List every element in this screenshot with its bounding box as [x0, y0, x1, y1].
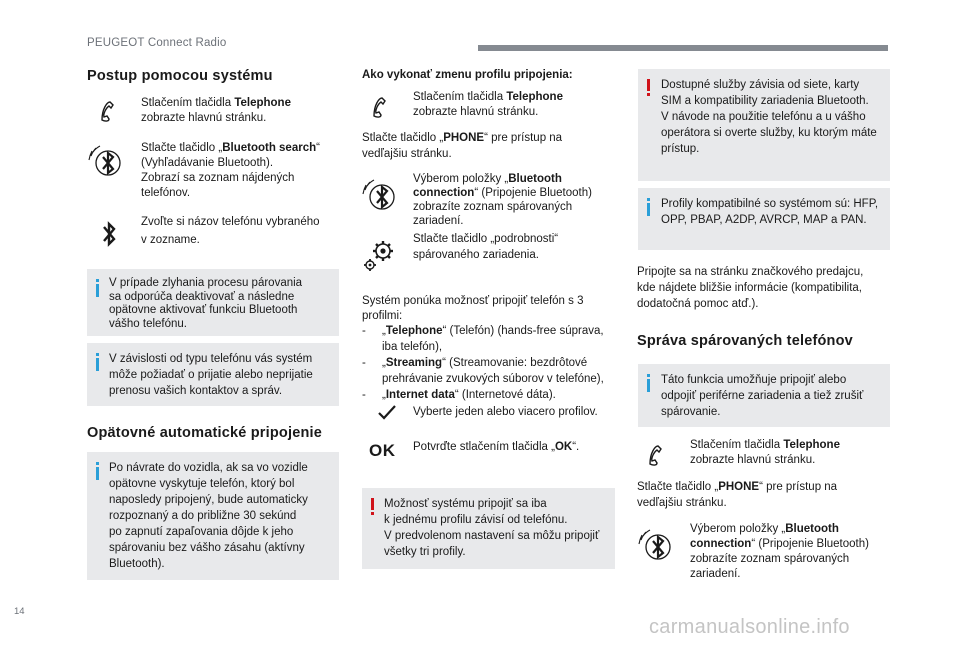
list-item: - „Internet data“ (Internetové dáta). [362, 389, 556, 401]
list-item: - „Streaming“ (Streamovanie: bezdrôtové [362, 357, 588, 369]
bluetooth-search-icon [638, 526, 678, 566]
info-box-profiles: Profily kompatibilné so systémom sú: HFP, OPP, PBAP, A2DP, AVRCP, MAP a PAN. [638, 188, 890, 250]
heading-postup: Postup pomocou systému [87, 68, 273, 84]
col1-step1: Stlačením tlačidla Telephone zobrazte hlavnú stránku. [141, 97, 291, 124]
watermark: carmanualsonline.info [649, 616, 850, 638]
info-box-contacts: V závislosti od typu telefónu vás systém môže požiadať o prijatie alebo neprijatie prenosu vašich kontaktov a správ. [87, 343, 339, 406]
warning-box-services: Dostupné služby závisia od siete, karty SIM a kompatibility zariadenia Bluetooth. V návode na použitie telefónu a u vášho operátora si overte služby, ku ktorým máte prístup. [638, 69, 890, 181]
phone-icon [645, 440, 675, 470]
col1-step3: Zvoľte si názov telefónu vybraného v zozname. [141, 216, 320, 246]
info-box-reconnect: Po návrate do vozidla, ak sa vo vozidle opätovne vyskytuje telefón, ktorý bol naposledy pripojený, bude automaticky rozpoznaný a do približne 30 sekúnd po zapnutí zapaľovania dôjde k jeho spárovaniu bez vášho zásahu (aktívny Bluetooth). [87, 452, 339, 580]
col2-step2: Výberom položky „Bluetooth connection“ (Pripojenie Bluetooth) zobrazíte zoznam spárovaných zariadení. [413, 173, 592, 227]
profile-list: - „Telephone“ (Telefón) (hands-free súprava, iba telefón), - „Streaming“ (Streamovanie: bezdrôtové prehrávanie zvukových súborov v telefóne), - „Internet data“ (Internetové dáta). [362, 325, 604, 401]
page-number: 14 [14, 606, 25, 617]
ok-icon: OK [369, 441, 396, 460]
col2-para1: Stlačte tlačidlo „PHONE“ pre prístup na vedľajšiu stránku. [362, 132, 563, 160]
info-box-manage: Táto funkcia umožňuje pripojiť alebo odpojiť periférne zariadenia a tiež zrušiť spárovanie. [638, 364, 890, 427]
settings-gear-icon [361, 234, 401, 274]
col3-para1: Pripojte sa na stránku značkového predajcu, kde nájdete bližšie informácie (kompatibilita, dodatočná pomoc atď.). [637, 266, 864, 310]
col3-step1: Stlačením tlačidla Telephone zobrazte hlavnú stránku. [690, 439, 840, 466]
phone-icon [369, 92, 399, 122]
col3-step2: Výberom položky „Bluetooth connection“ (Pripojenie Bluetooth) zobrazíte zoznam spárovaných zariadení. [690, 523, 869, 580]
subheading-profile: Ako vykonať zmenu profilu pripojenia: [362, 69, 573, 81]
header-bar [478, 45, 888, 51]
bluetooth-search-icon [88, 142, 128, 182]
bluetooth-icon [94, 217, 124, 251]
heading-manage: Správa spárovaných telefónov [637, 333, 853, 349]
col2-step4: Vyberte jeden alebo viacero profilov. [413, 406, 598, 418]
col2-para2: Systém ponúka možnosť pripojiť telefón s 3 profilmi: [362, 295, 584, 322]
list-item: - „Telephone“ (Telefón) (hands-free súprava, [362, 325, 604, 337]
col2-step1: Stlačením tlačidla Telephone zobrazte hlavnú stránku. [413, 91, 563, 118]
col1-step2: Stlačte tlačidlo „Bluetooth search“ (Vyhľadávanie Bluetooth). Zobrazí sa zoznam nájdených telefónov. [141, 142, 320, 199]
info-box-pairing: V prípade zlyhania procesu párovania sa odporúča deaktivovať a následne opätovne aktivovať funkciu Bluetooth vášho telefónu. [87, 269, 339, 336]
header-title: PEUGEOT Connect Radio [87, 37, 227, 49]
warning-box-profiles: Možnosť systému pripojiť sa iba k jednému profilu závisí od telefónu. V predvolenom nastavení sa môžu pripojiť všetky tri profily. [362, 488, 615, 569]
checkmark-icon [372, 398, 402, 428]
bluetooth-search-icon [362, 176, 402, 216]
phone-icon [97, 96, 127, 126]
col3-para2: Stlačte tlačidlo „PHONE“ pre prístup na vedľajšiu stránku. [637, 481, 838, 509]
col2-step3: Stlačte tlačidlo „podrobnosti“ spárovaného zariadenia. [413, 233, 559, 261]
col2-step5: Potvrďte stlačením tlačidla „OK“. [413, 441, 580, 453]
heading-reconnect: Opätovné automatické pripojenie [87, 425, 323, 441]
